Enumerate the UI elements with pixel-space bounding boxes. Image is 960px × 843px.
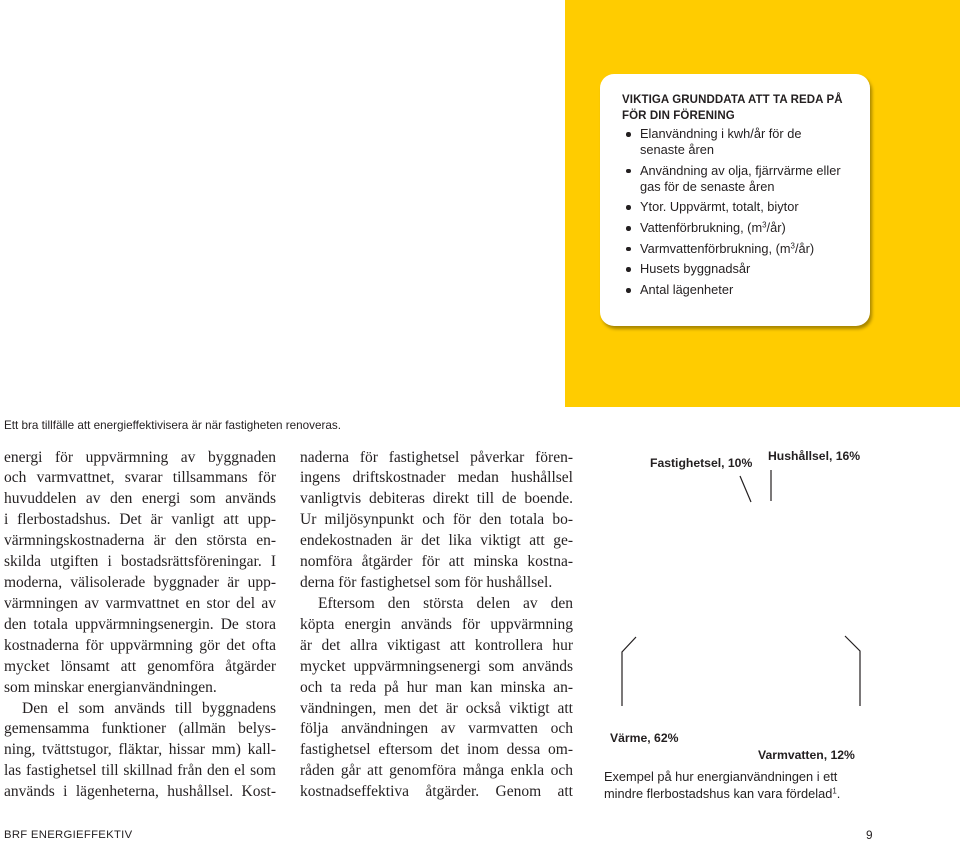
body-text-line: ingens driftskostnader medan hushållsel — [300, 469, 573, 487]
list-item — [640, 261, 862, 277]
list-item-text: Ytor. Uppvärmt, totalt, biytor — [640, 199, 799, 215]
list-item — [640, 282, 862, 298]
body-text-line: värmningskostnaderna är den största en- — [4, 532, 276, 550]
body-text-line: vändningen, men det är också viktigt att — [300, 699, 573, 717]
body-text-line: köpta energin används för uppvärmning — [300, 615, 573, 633]
photo-caption: Ett bra tillfälle att energieffektivisera är när fastigheten renoveras. — [4, 419, 341, 432]
body-text-line: är det allra viktigast att kontrollera hur — [300, 636, 573, 654]
figure-caption-line: Exempel på hur energianvändningen i ett — [604, 768, 838, 784]
list-item-text — [640, 241, 862, 257]
body-text-line: råden går att genomföra många enkla och — [300, 762, 573, 780]
list-item — [640, 199, 862, 215]
list-item — [640, 163, 862, 195]
body-text-line: huvuddelen av den energi som används — [4, 490, 276, 508]
body-text-line: i flerbostadshus. Det är vanligt att upp- — [4, 511, 276, 529]
list-item-text: Husets byggnadsår — [640, 261, 751, 277]
body-text-line: naderna för fastighetsel påverkar fören- — [300, 448, 573, 466]
body-text-line: och varmvattnet, svarar tillsammans för — [4, 469, 276, 487]
page-number: 9 — [866, 828, 873, 842]
footnote-marker: 1 — [832, 786, 837, 796]
footer-publication-title: BRF ENERGIEFFEKTIV — [4, 829, 133, 841]
bullet-icon — [626, 267, 631, 272]
leader-line-varme — [622, 637, 636, 706]
body-text-line: används i lägenheterna, hushållsel. Kost- — [4, 783, 276, 801]
figure-label-varmvatten: Varmvatten, 12% — [758, 748, 855, 762]
info-box-list — [622, 126, 862, 298]
body-text-line: Den el som används till byggnadens — [22, 699, 276, 717]
bullet-icon — [626, 226, 631, 231]
body-text-line: och ta reda på hur man kan minska an- — [300, 678, 573, 696]
body-text-line: vanligtvis debiteras direkt till de boende. — [300, 490, 573, 508]
info-box-title — [622, 92, 862, 124]
figure-caption-text: . — [836, 785, 841, 801]
list-item — [640, 220, 862, 236]
superscript: 3 — [762, 220, 767, 230]
body-text-line: fastighetsel eftersom det inom dessa om- — [300, 741, 573, 759]
body-text-line: värmningen av varmvattnet en stor del av — [4, 594, 276, 612]
figure-label-hushallsel: Hushållsel, 16% — [768, 449, 861, 463]
superscript: 3 — [790, 241, 795, 251]
info-box — [600, 74, 870, 326]
body-text-line: kostnadseffektiva åtgärder. Genom att — [300, 783, 573, 801]
body-text-line: följa användningen av varmvatten och — [300, 720, 573, 738]
list-item-text — [640, 220, 862, 236]
list-item — [640, 241, 862, 257]
body-text-line: som minskar energianvändningen. — [4, 678, 217, 696]
figure-label-fastighetsel: Fastighetsel, 10% — [650, 456, 753, 470]
figure-caption-text: mindre flerbostadshus kan vara fördelad — [604, 785, 833, 801]
figure-leader-lines — [590, 440, 960, 740]
list-item-text: gas för de senaste åren — [640, 178, 775, 194]
list-item-text: Användning av olja, fjärrvärme eller — [640, 162, 841, 178]
body-text-line: energi för uppvärmning av byggnaden — [4, 448, 276, 466]
body-text-line: endekostnaden är det lika viktigt att ge- — [300, 532, 573, 550]
list-item-text-part: Vattenförbrukning, (m — [640, 220, 763, 236]
figure-label-varme: Värme, 62% — [610, 731, 679, 745]
list-item — [640, 126, 862, 158]
body-text-line: ning, tvättstugor, fläktar, hissar mm) kall- — [4, 741, 276, 759]
body-text-line: mycket lönsamt att genomföra åtgärder — [4, 657, 276, 675]
body-column-left — [4, 448, 276, 804]
bullet-icon — [626, 247, 631, 252]
body-text-line: nomföra åtgärder för att minska kostna- — [300, 553, 573, 571]
body-text-line: mycket uppvärmningsenergi som används — [300, 657, 573, 675]
leader-line-fastighetsel — [740, 476, 751, 502]
list-item-text: Elanvändning i kwh/år för de — [640, 126, 802, 141]
bullet-icon — [626, 132, 631, 137]
body-text-line: derna för fastighetsel som för hushållsel. — [300, 574, 553, 592]
figure-caption-line — [604, 785, 840, 802]
body-text-line: den totala uppvärmningsenergin. De stora — [4, 615, 276, 633]
bullet-icon — [626, 169, 631, 174]
list-item-text-part: Varmvattenförbrukning, (m — [640, 240, 791, 256]
info-box-title-line: FÖR DIN FÖRENING — [622, 110, 735, 122]
list-item-text: Antal lägenheter — [640, 282, 734, 298]
body-text-line: gemensamma funktioner (allmän belys- — [4, 720, 276, 738]
body-text-line: las fastighetsel till skillnad från den el som — [4, 762, 276, 780]
list-item-text-part: /år) — [766, 220, 786, 236]
figure-caption — [604, 768, 840, 802]
info-box-title-line: VIKTIGA GRUNDDATA ATT TA REDA PÅ — [622, 94, 843, 106]
bullet-icon — [626, 288, 631, 293]
body-text-line: Ur miljösynpunkt och för den totala bo- — [300, 511, 573, 529]
list-item-text-part: /år) — [794, 240, 815, 256]
bullet-icon — [626, 205, 631, 210]
leader-line-varmvatten — [845, 636, 860, 706]
body-text-line: skilda utgiften i bostadsrättsföreningar. I — [4, 553, 276, 571]
body-text-line: Eftersom den största delen av den — [318, 594, 573, 612]
list-item-text: senaste åren — [640, 142, 714, 157]
body-text-line: moderna, välisolerade byggnader är upp- — [4, 574, 276, 592]
body-column-right — [300, 448, 573, 804]
body-text-line: kostnaderna för uppvärmning gör det ofta — [4, 636, 276, 654]
